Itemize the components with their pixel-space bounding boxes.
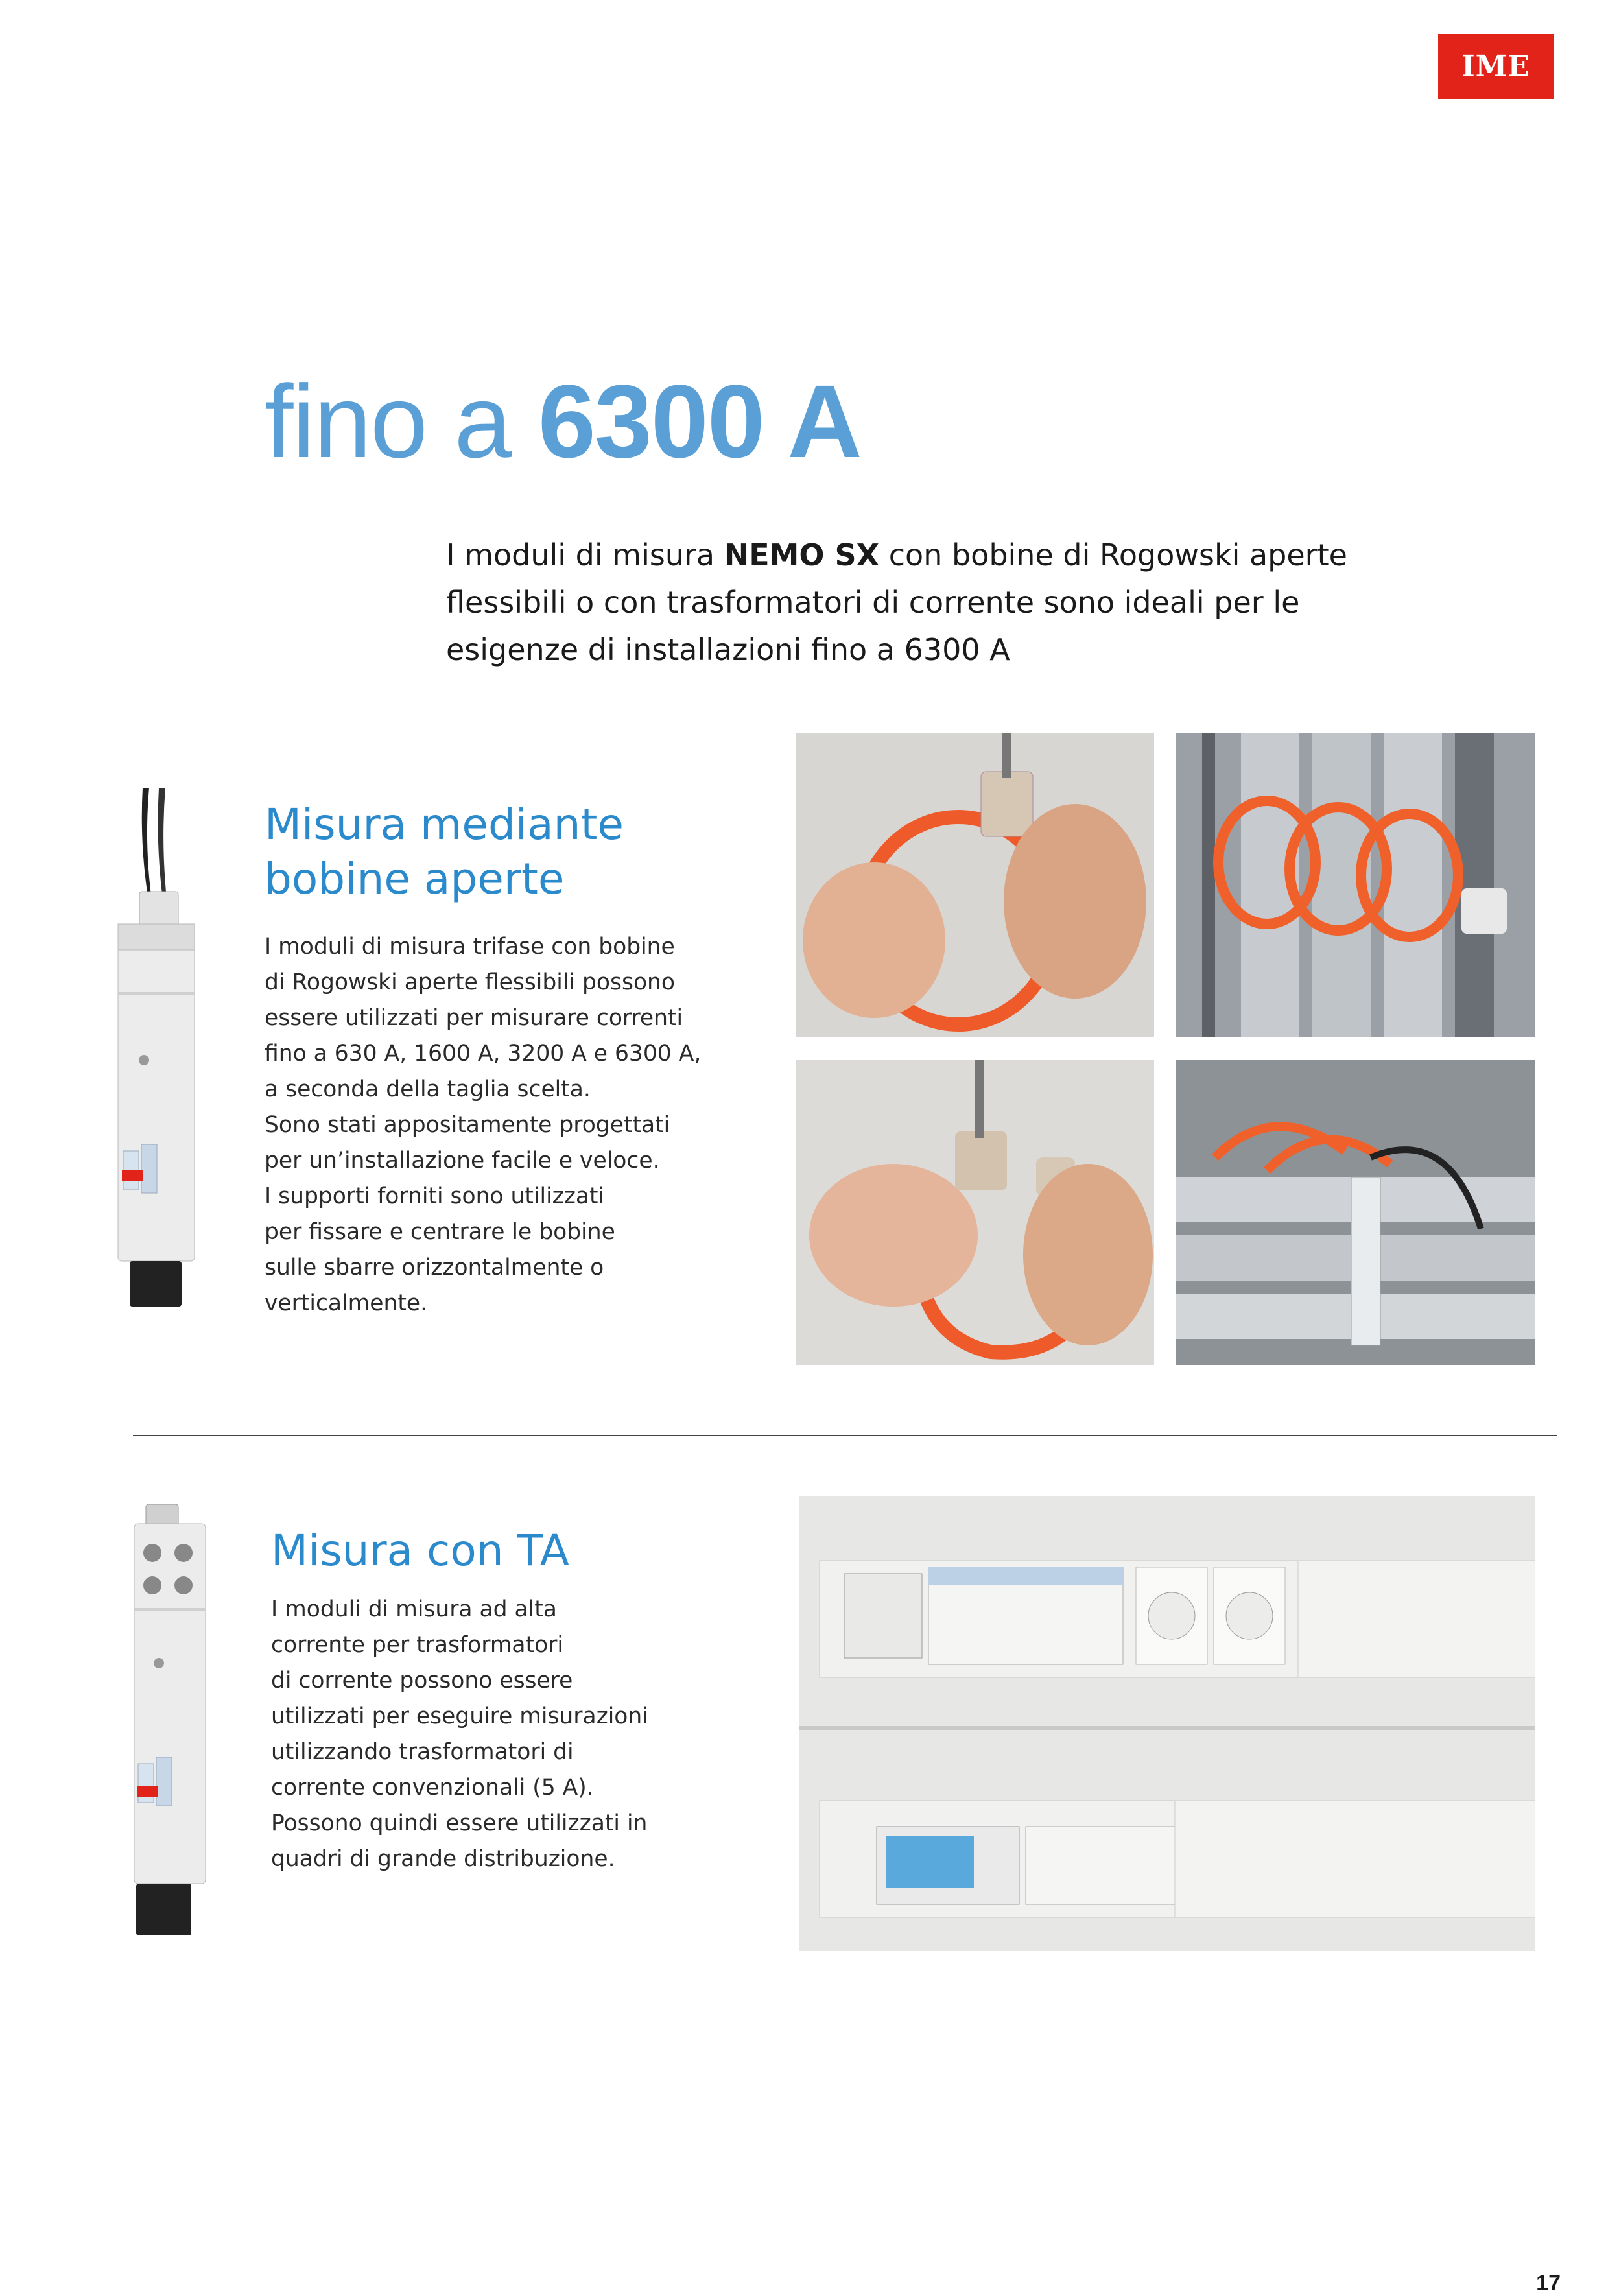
photo-coils-on-vertical-busbars	[1176, 733, 1535, 1037]
headline-prefix: fino a	[265, 363, 538, 479]
headline-value: 6300 A	[538, 363, 861, 479]
intro-post: con bobine di Rogowski aperte flessibili o con trasformatori di corrente sono ideali per le esigenze di installazioni fino a 6300 A	[446, 538, 1347, 667]
section2-title: Misura con TA	[271, 1526, 569, 1576]
section1-title: Misura mediante bobine aperte	[265, 799, 624, 904]
photo-switchboard-panel	[799, 1496, 1535, 1951]
photo-coils-on-horizontal-busbars	[1176, 1060, 1535, 1365]
intro-pre: I moduli di misura	[446, 538, 724, 573]
section-divider	[133, 1435, 1557, 1436]
nemo-sx-rogowski-device-image	[104, 788, 201, 1307]
photo-coil-closing	[796, 733, 1154, 1037]
ime-logo: IME	[1438, 34, 1554, 99]
intro-paragraph	[446, 532, 1419, 674]
section1-body: I moduli di misura trifase con bobine di Rogowski aperte flessibili possono essere utilizzati per misurare correnti fino a 630 A, 1600 A, 3200 A e 6300 A, a seconda della taglia scelta. Sono stati appositamente progettati per un’installazione facile e veloce. I supporti forniti sono utilizzati per fissare e centrare le bobine sulle sbarre orizzontalmente o verticalmente.	[265, 934, 702, 1316]
page-headline	[265, 363, 861, 479]
nemo-sx-ta-device-image	[120, 1504, 211, 1935]
page-number: 17	[1536, 2271, 1561, 2295]
intro-product: NEMO SX	[724, 538, 880, 573]
photo-coil-connector	[796, 1060, 1154, 1365]
section2-body: I moduli di misura ad alta corrente per trasformatori di corrente possono essere utilizzati per eseguire misurazioni utilizzando trasformatori di corrente convenzionali (5 A). Possono quindi essere utilizzati in quadri di grande distribuzione.	[271, 1596, 648, 1872]
